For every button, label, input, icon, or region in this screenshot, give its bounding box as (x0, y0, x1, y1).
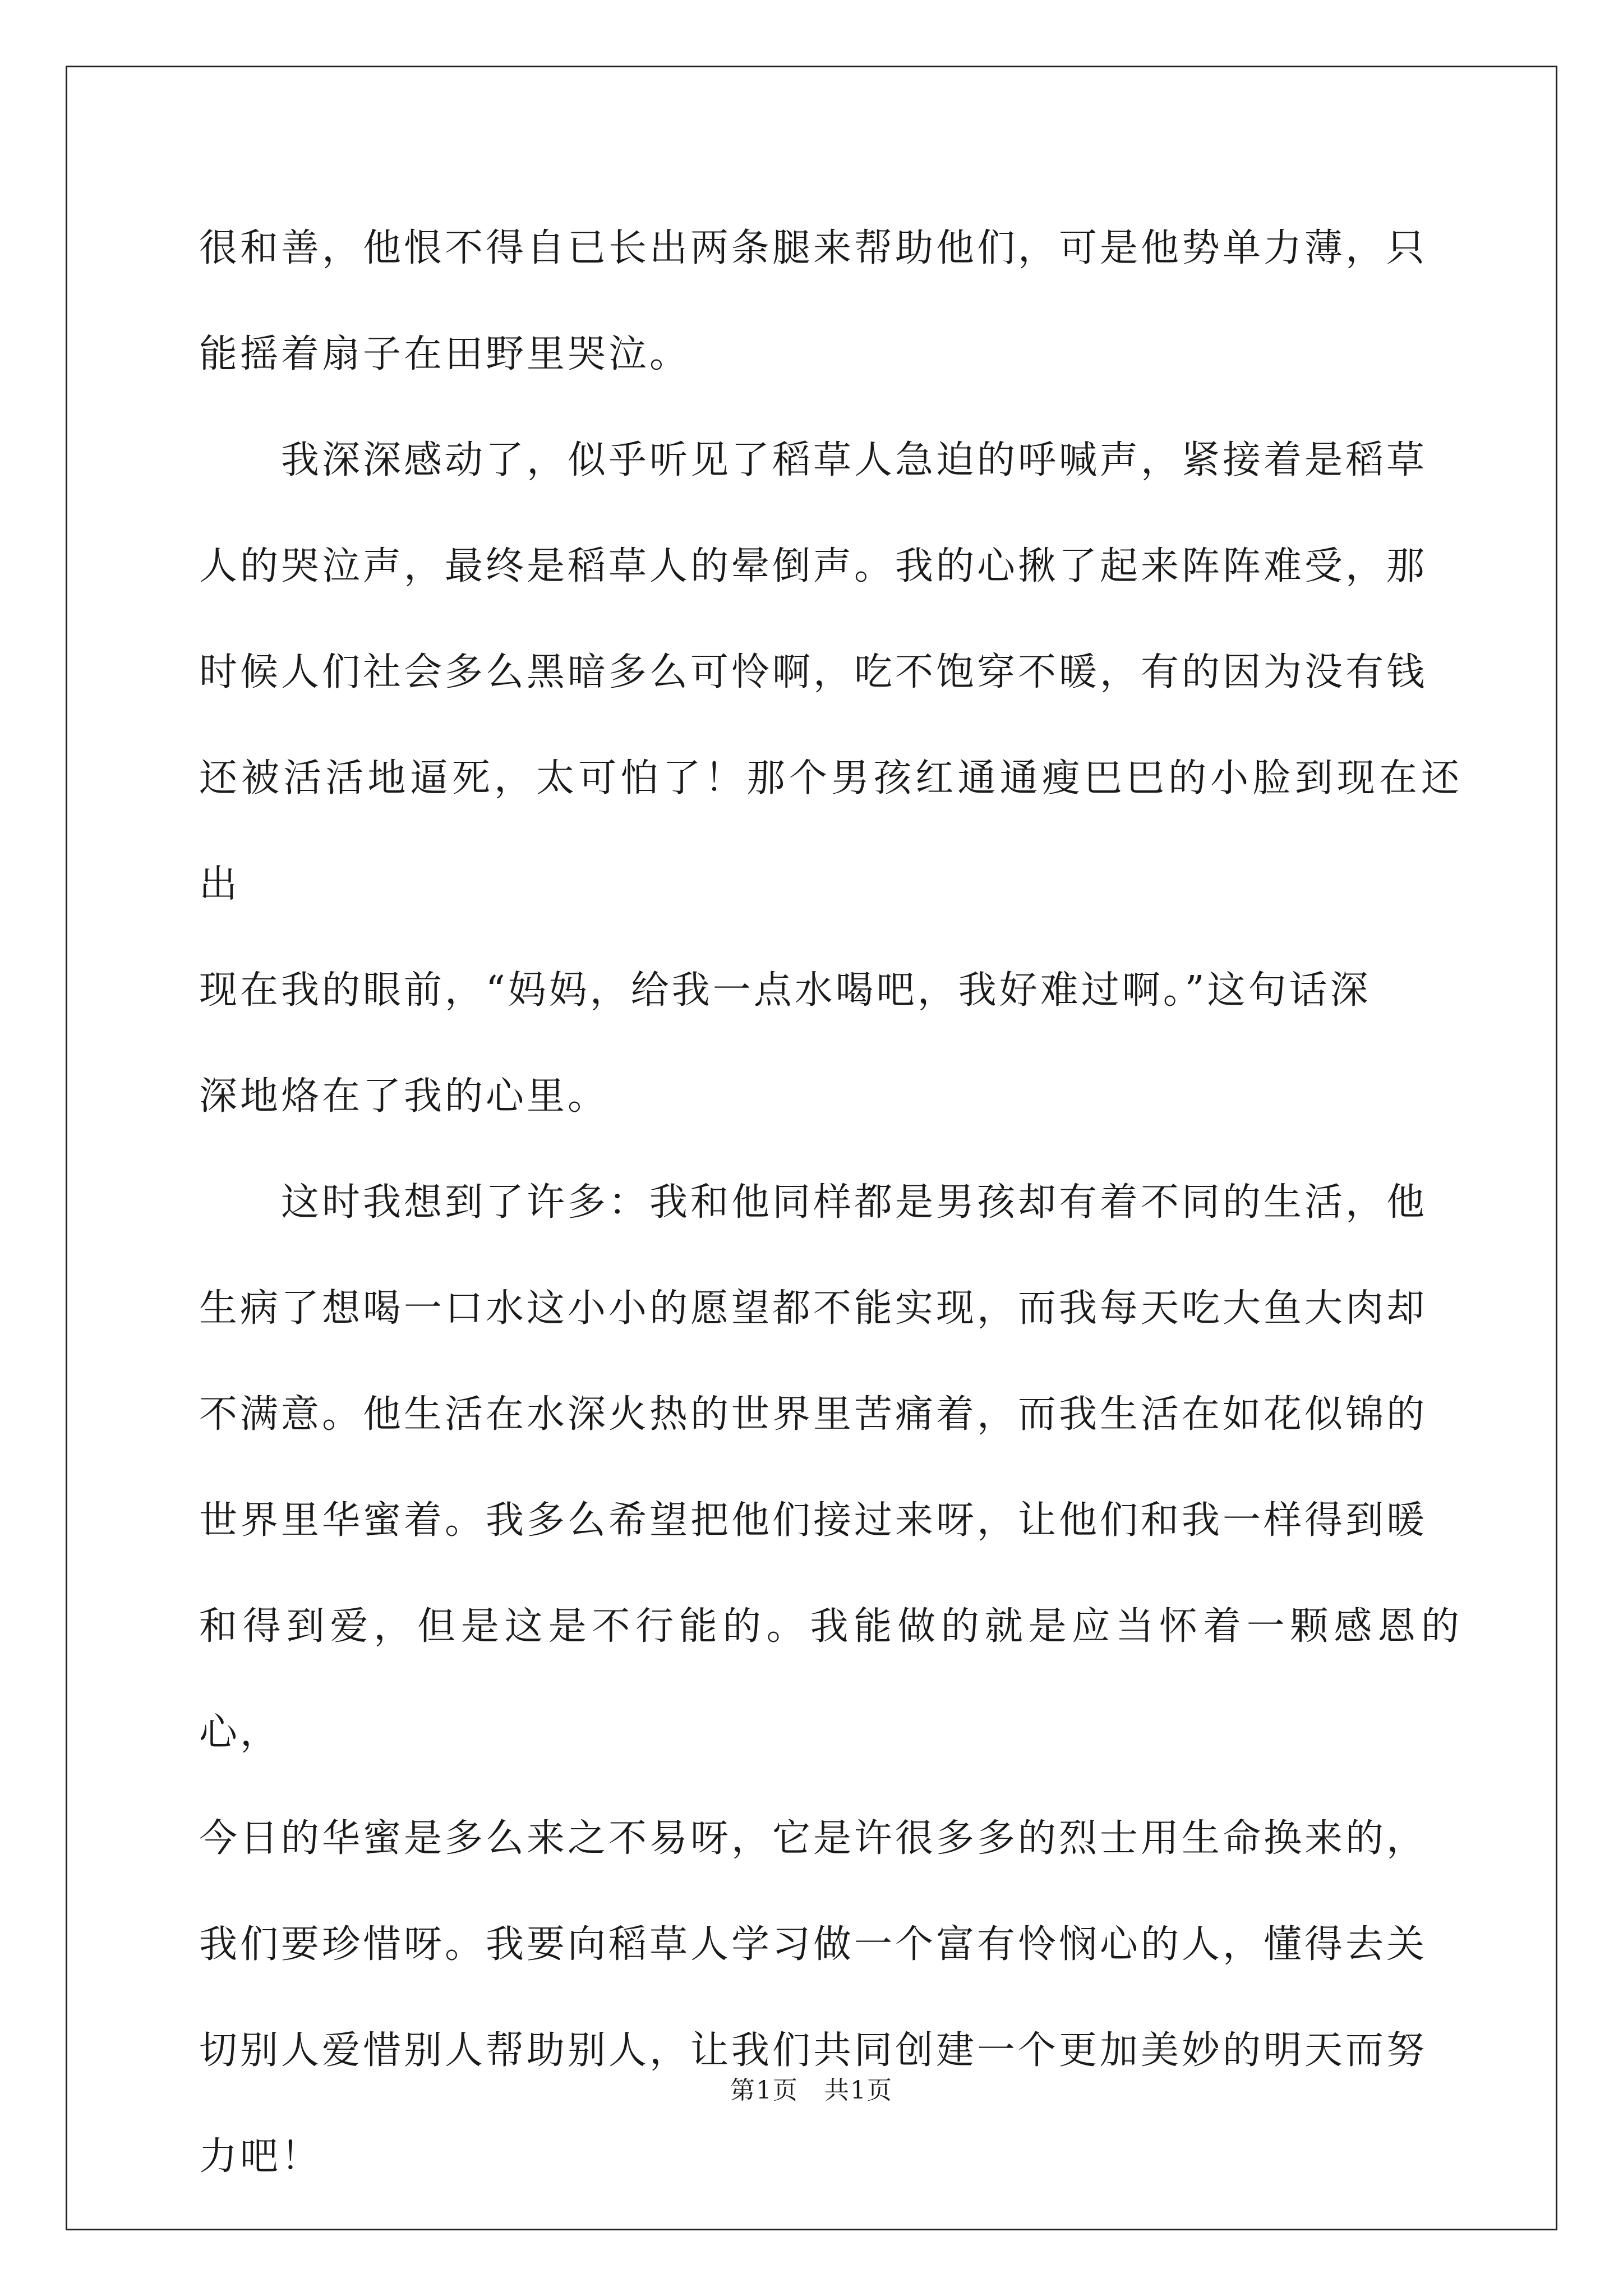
paragraph-3 (199, 1149, 1462, 2210)
line: 世界里华蜜着。我多么希望把他们接过来呀，让他们和我一样得到暖 (199, 1498, 1428, 1543)
line: 现在我的眼前，“妈妈，给我一点水喝吧，我好难过啊。”这句话深 (199, 968, 1371, 1013)
line: 切别人爱惜别人帮助别人，让我们共同创建一个更加美妙的明天而努 (199, 2028, 1428, 2073)
line: 生病了想喝一口水这小小的愿望都不能实现，而我每天吃大鱼大肉却 (199, 1286, 1428, 1331)
line: 还被活活地逼死，太可怕了！那个男孩红通通瘦巴巴的小脸到现在还出 (199, 756, 1462, 907)
line: 今日的华蜜是多么来之不易呀，它是许很多多的烈士用生命换来的， (199, 1816, 1428, 1861)
line: 人的哭泣声，最终是稻草人的晕倒声。我的心揪了起来阵阵难受，那 (199, 544, 1428, 588)
line: 深地烙在了我的心里。 (199, 1074, 609, 1119)
paragraph-1 (199, 195, 1462, 407)
line: 力吧！ (199, 2134, 322, 2179)
line: 很和善，他恨不得自已长出两条腿来帮助他们，可是他势单力薄，只 (199, 226, 1428, 270)
line: 和得到爱，但是这是不行能的。我能做的就是应当怀着一颗感恩的心， (199, 1604, 1462, 1755)
line: 时候人们社会多么黑暗多么可怜啊，吃不饱穿不暖，有的因为没有钱 (199, 650, 1428, 694)
line: 这时我想到了许多：我和他同样都是男孩却有着不同的生活，他 (199, 1180, 1428, 1225)
page-footer: 第1页 共1页 (730, 2076, 893, 2105)
line: 我深深感动了，似乎听见了稻草人急迫的呼喊声，紧接着是稻草 (199, 438, 1428, 482)
line: 能摇着扇子在田野里哭泣。 (199, 332, 691, 376)
line: 我们要珍惜呀。我要向稻草人学习做一个富有怜悯心的人，懂得去关 (199, 1922, 1428, 1967)
paragraph-2 (199, 407, 1462, 1149)
document-body (199, 195, 1462, 2210)
line: 不满意。他生活在水深火热的世界里苦痛着，而我生活在如花似锦的 (199, 1392, 1428, 1437)
